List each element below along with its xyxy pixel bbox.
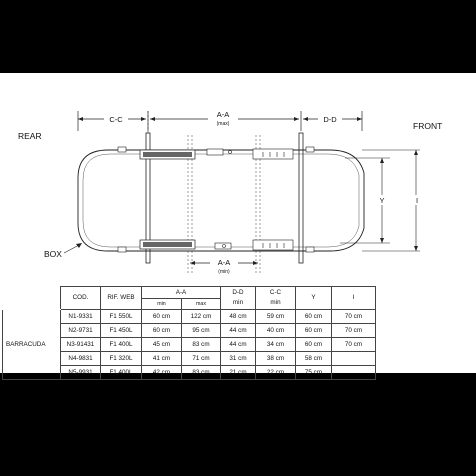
cell-cc: 34 cm bbox=[256, 338, 296, 352]
cell-y: 58 cm bbox=[296, 352, 332, 366]
front-label: FRONT bbox=[413, 121, 443, 131]
header-rif-web: RIF. WEB bbox=[101, 287, 142, 310]
cell-y: 60 cm bbox=[296, 324, 332, 338]
table-row bbox=[3, 324, 424, 338]
cell-dd: 48 cm bbox=[221, 310, 256, 324]
cell-cc: 38 cm bbox=[256, 352, 296, 366]
header-aa-max: max bbox=[182, 299, 221, 310]
table-row bbox=[3, 338, 424, 352]
technical-sheet bbox=[0, 73, 476, 376]
cell-y: 60 cm bbox=[296, 338, 332, 352]
dim-y-label: Y bbox=[379, 196, 385, 205]
header-cc: C-C min bbox=[256, 287, 296, 310]
cell-rif: F1 320L bbox=[101, 352, 142, 366]
cell-i bbox=[332, 366, 376, 380]
header-aa: A-A bbox=[142, 287, 221, 299]
dim-cc-label: C-C bbox=[109, 115, 123, 124]
cell-cod: N2-9731 bbox=[61, 324, 101, 338]
cell-dd: 44 cm bbox=[221, 324, 256, 338]
cell-cc: 40 cm bbox=[256, 324, 296, 338]
cell-aa-min: 42 cm bbox=[142, 366, 182, 380]
cell-i: 70 cm bbox=[332, 338, 376, 352]
front-bottom-clamp bbox=[253, 240, 293, 250]
cell-rif: F1 400L bbox=[101, 366, 142, 380]
table-row bbox=[3, 352, 424, 366]
cell-aa-min: 60 cm bbox=[142, 310, 182, 324]
cell-i: 70 cm bbox=[332, 324, 376, 338]
cell-aa-max: 83 cm bbox=[182, 338, 221, 352]
cell-rif: F1 450L bbox=[101, 324, 142, 338]
front-roof-bar bbox=[299, 133, 303, 263]
table-row bbox=[3, 310, 424, 324]
cell-dd: 44 cm bbox=[221, 338, 256, 352]
cell-aa-min: 45 cm bbox=[142, 338, 182, 352]
dim-aa-max-label: A-A bbox=[216, 110, 230, 119]
cell-rif: F1 400L bbox=[101, 338, 142, 352]
cell-cod: N4-9831 bbox=[61, 352, 101, 366]
latches bbox=[118, 147, 314, 252]
model-name: BARRACUDA bbox=[3, 310, 61, 380]
header-y: Y bbox=[296, 287, 332, 310]
cell-cod: N1-9331 bbox=[61, 310, 101, 324]
header-aa-min: min bbox=[142, 299, 182, 310]
front-top-clamp bbox=[253, 149, 293, 159]
header-cod: COD. bbox=[61, 287, 101, 310]
cell-aa-max: 71 cm bbox=[182, 352, 221, 366]
cell-aa-min: 60 cm bbox=[142, 324, 182, 338]
cell-cc: 22 cm bbox=[256, 366, 296, 380]
cell-cod: N3-91431 bbox=[61, 338, 101, 352]
dim-aa-max-sub: (max) bbox=[216, 121, 230, 127]
box-label: BOX bbox=[44, 249, 62, 259]
rear-bottom-clamp bbox=[140, 240, 195, 249]
cell-rif: F1 550L bbox=[101, 310, 142, 324]
cell-aa-max: 95 cm bbox=[182, 324, 221, 338]
spec-table bbox=[2, 286, 424, 380]
cell-aa-min: 41 cm bbox=[142, 352, 182, 366]
roof-box-diagram bbox=[0, 73, 476, 283]
cell-y: 60 cm bbox=[296, 310, 332, 324]
cell-aa-max: 83 cm bbox=[182, 366, 221, 380]
cell-cc: 59 cm bbox=[256, 310, 296, 324]
inner-dashed-bars bbox=[188, 135, 260, 273]
cell-i: 70 cm bbox=[332, 310, 376, 324]
rear-label: REAR bbox=[18, 131, 42, 141]
cell-y: 75 cm bbox=[296, 366, 332, 380]
header-i: I bbox=[332, 287, 376, 310]
table-row bbox=[3, 366, 424, 380]
dim-aa-min-label: A-A bbox=[217, 258, 231, 267]
cell-dd: 31 cm bbox=[221, 352, 256, 366]
dim-aa-min-sub: (min) bbox=[218, 269, 230, 275]
box-outline bbox=[78, 150, 364, 251]
cell-aa-max: 122 cm bbox=[182, 310, 221, 324]
dim-i-label: I bbox=[415, 196, 419, 205]
dim-dd-label: D-D bbox=[323, 115, 337, 124]
cell-dd: 21 cm bbox=[221, 366, 256, 380]
cell-cod: N5-9931 bbox=[61, 366, 101, 380]
rear-top-clamp bbox=[140, 150, 195, 159]
header-dd: D-D min bbox=[221, 287, 256, 310]
cell-i bbox=[332, 352, 376, 366]
